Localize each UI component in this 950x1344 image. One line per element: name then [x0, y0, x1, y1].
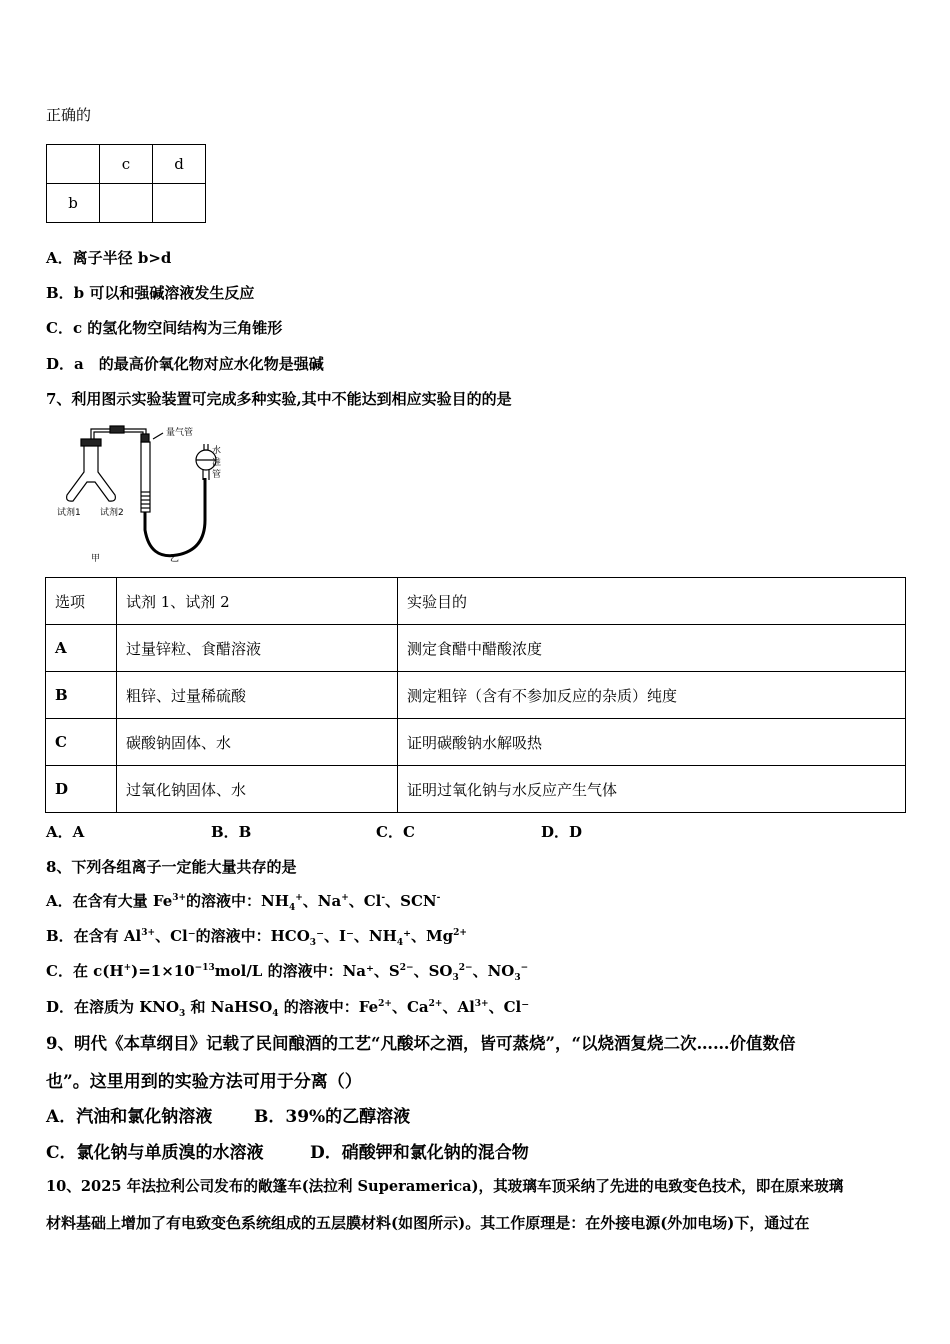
header-cell: 选项 [46, 578, 117, 625]
apparatus-figure [55, 420, 245, 570]
q7-table [45, 577, 906, 813]
table-cell: D [46, 766, 117, 813]
table-cell: c [100, 145, 153, 184]
label-reagent-1: 试剂1 [57, 508, 81, 518]
label-reagent-2: 试剂2 [100, 508, 124, 518]
table-cell: 证明过氧化钠与水反应产生气体 [398, 766, 906, 813]
q6-option-b: B．b 可以和强碱溶液发生反应 [46, 284, 255, 302]
table-row [46, 625, 906, 672]
table-cell: 碳酸钠固体、水 [117, 719, 398, 766]
table-cell: 过量锌粒、食醋溶液 [117, 625, 398, 672]
table-cell [153, 184, 206, 223]
q7-stem: 7、利用图示实验装置可完成多种实验,其中不能达到相应实验目的的是 [46, 390, 512, 408]
label-yi: 乙 [170, 554, 180, 564]
intro-text: 正确的 [46, 106, 92, 124]
q6-option-d: D．a 的最高价氧化物对应水化物是强碱 [46, 355, 324, 373]
q8-stem: 8、下列各组离子一定能大量共存的是 [46, 858, 297, 876]
header-cell: 实验目的 [398, 578, 906, 625]
q8-option-d: D．在溶质为 $KNO_3$ 和 NaHSO$_4$ 的溶液中：$Fe^{2+}$、$Ca^{2+}$、$Al^{3+}$、Cl⁻ [46, 998, 530, 1019]
label-level-tube-2: 准 [212, 458, 222, 468]
q8-option-a: A．在含有大量 $Fe^{3+}$的溶液中：$NH_4^+$、Na+、Cl-、SCN- [46, 892, 441, 913]
q9-stem-line2: 也”。这里用到的实验方法可用于分离（） [46, 1072, 362, 1092]
table-row [46, 672, 906, 719]
table-cell: 测定食醋中醋酸浓度 [398, 625, 906, 672]
label-level-tube-3: 管 [212, 470, 222, 480]
q6-option-a: A．离子半径 b>d [46, 249, 172, 267]
q8-option-b: B．在含有 $Al^{3+}$、Cl⁻的溶液中：$HCO_3^-$、I⁻、$NH_4^+$、$Mg^{2+}$ [46, 927, 467, 948]
q9-option-a: A．汽油和氯化钠溶液 [46, 1107, 213, 1127]
table-row [46, 766, 906, 813]
table-cell: d [153, 145, 206, 184]
table-cell: 证明碳酸钠水解吸热 [398, 719, 906, 766]
table-cell [47, 145, 100, 184]
q10-stem-line2: 材料基础上增加了有电致变色系统组成的五层膜材料(如图所示)。其工作原理是：在外接电源(外加电场)下，通过在 [46, 1214, 810, 1232]
label-level-tube-1: 水 [212, 446, 222, 456]
q9-option-b: B．39%的乙醇溶液 [254, 1107, 411, 1127]
table-cell [100, 184, 153, 223]
label-jia: 甲 [91, 554, 101, 564]
header-cell: 试剂 1、试剂 2 [117, 578, 398, 625]
q8-option-c: C．在 $c(H^+)=1\times 10^{-13}mol/L$ 的溶液中：Na⁺、$S^{2-}$、$SO_3^{2-}$、$NO_3^-$ [46, 962, 529, 983]
q7-option-d: D．D [541, 823, 583, 841]
table-cell: 粗锌、过量稀硫酸 [117, 672, 398, 719]
table-cell: B [46, 672, 117, 719]
table-header-row [46, 578, 906, 625]
table-row [46, 719, 906, 766]
table-cell: C [46, 719, 117, 766]
table-cell: 过氧化钠固体、水 [117, 766, 398, 813]
q9-stem-line1: 9、明代《本草纲目》记载了民间酿酒的工艺“凡酸坏之酒，皆可蒸烧”，“以烧酒复烧二次……价值数倍 [46, 1034, 796, 1053]
q6-option-c: C．c 的氢化物空间结构为三角锥形 [46, 319, 283, 337]
q7-option-b: B．B [211, 823, 252, 841]
table-cell: A [46, 625, 117, 672]
q7-option-c: C．C [376, 823, 415, 841]
q9-option-d: D．硝酸钾和氯化钠的混合物 [310, 1143, 529, 1163]
q7-option-a: A．A [46, 823, 85, 841]
q10-stem-line1: 10、2025 年法拉利公司发布的敞篷车(法拉利 Superamerica)，其玻璃车顶采纳了先进的电致变色技术，即在原来玻璃 [46, 1178, 844, 1195]
table-cell: b [47, 184, 100, 223]
label-gas-tube: 量气管 [166, 428, 194, 438]
q9-option-c: C．氯化钠与单质溴的水溶液 [46, 1143, 264, 1163]
element-position-table [46, 144, 206, 223]
table-cell: 测定粗锌（含有不参加反应的杂质）纯度 [398, 672, 906, 719]
